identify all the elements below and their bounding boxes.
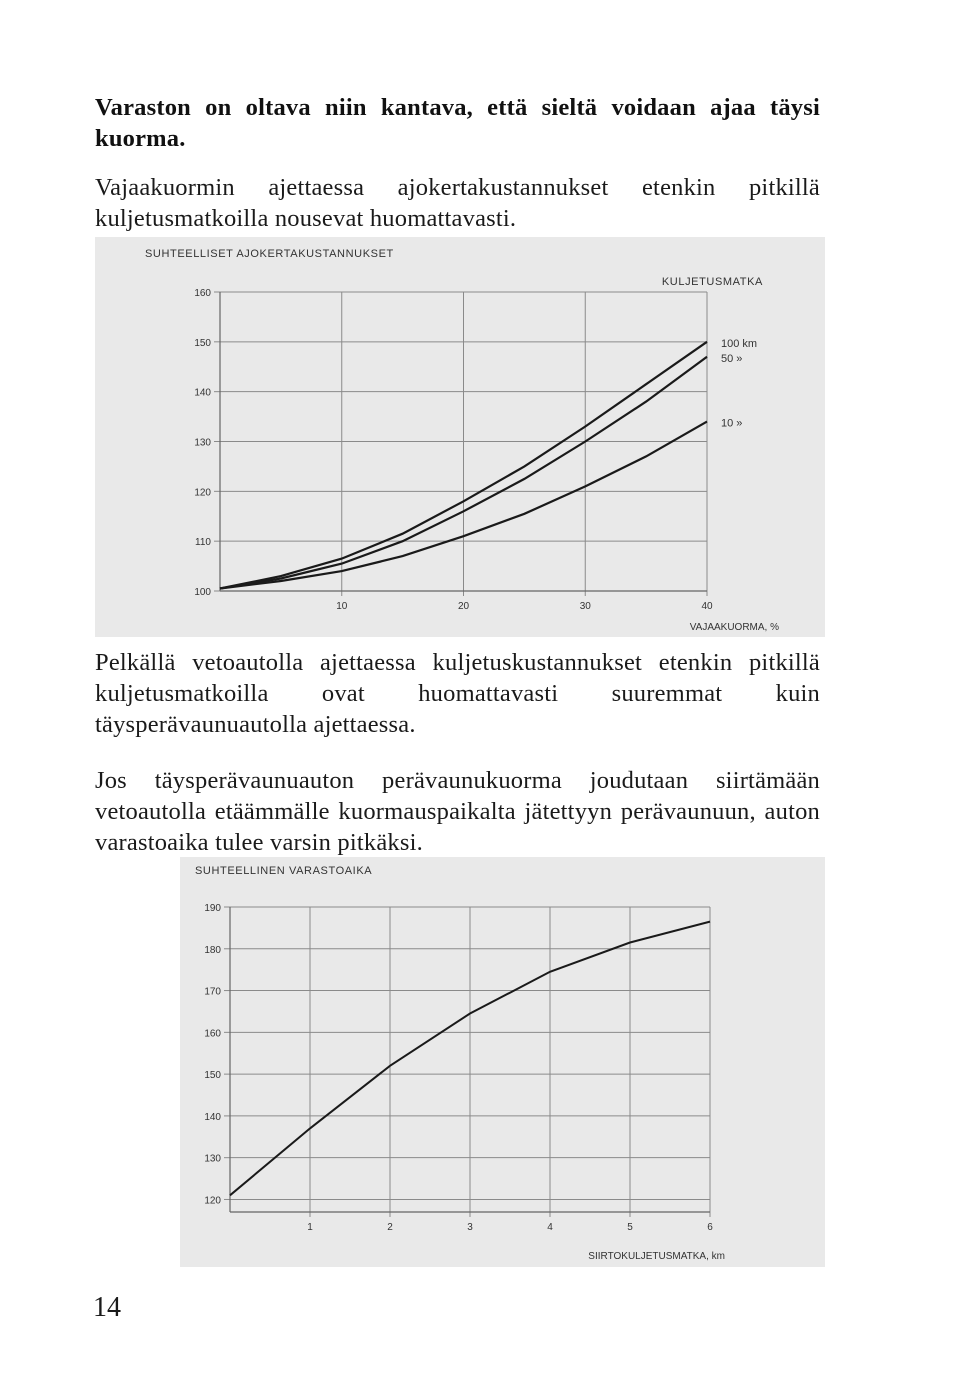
x-tick-label: 6 [707, 1222, 713, 1233]
y-tick-label: 140 [204, 1111, 221, 1123]
page-number: 14 [93, 1292, 121, 1323]
x-tick-label: 1 [307, 1222, 313, 1233]
paragraph-1: Varaston on oltava niin kantava, että sieltä voidaan ajaa täysi kuorma. [95, 94, 820, 152]
paragraph-2: Vajaakuormin ajettaessa ajokertakustannukset etenkin pitkillä kuljetusmatkoilla nousevat huomattavasti. [95, 174, 820, 232]
y-tick-label: 120 [204, 1195, 221, 1207]
x-axis-label: SIIRTOKULJETUSMATKA, km [588, 1251, 725, 1262]
y-tick-label: 140 [194, 387, 211, 399]
y-tick-label: 130 [204, 1153, 221, 1165]
y-tick-label: 190 [204, 903, 221, 914]
chart-varastoaika [180, 857, 825, 1267]
legend-title: KULJETUSMATKA [661, 276, 763, 288]
y-tick-label: 160 [194, 288, 211, 299]
x-tick-label: 40 [701, 601, 713, 612]
y-tick-label: 150 [204, 1070, 221, 1082]
y-tick-label: 100 [194, 587, 211, 598]
x-tick-label: 20 [457, 601, 470, 612]
y-tick-label: 120 [194, 487, 211, 499]
figure-varastoaika [180, 857, 825, 1267]
figure-ajokertakustannukset [95, 237, 825, 637]
y-tick-label: 180 [204, 944, 221, 956]
x-tick-label: 3 [467, 1222, 473, 1233]
paragraph-4: Jos täysperävaunuauton perävaunukuorma joudutaan siirtämään vetoautolla etäämmälle kuormauspaikalta jätettyyn perävaunuun, auton varastoaika tulee varsin pitkäksi. [95, 767, 820, 856]
y-tick-label: 130 [194, 437, 211, 449]
y-tick-label: 160 [204, 1028, 221, 1040]
legend-label-3: 10 » [721, 417, 743, 430]
legend-label-1: 100 km [721, 337, 758, 350]
y-tick-label: 170 [204, 986, 221, 998]
x-tick-label: 5 [627, 1222, 633, 1233]
chart-title: SUHTEELLISET AJOKERTAKUSTANNUKSET [145, 248, 394, 260]
chart-title: SUHTEELLINEN VARASTOAIKA [195, 865, 373, 877]
y-tick-label: 150 [194, 337, 211, 349]
paragraph-3: Pelkällä vetoautolla ajettaessa kuljetuskustannukset etenkin pitkillä kuljetusmatkoilla ovat huomattavasti suuremmat kuin täysperävaunuautolla ajettaessa. [95, 649, 820, 738]
chart-ajokertakustannukset [95, 237, 825, 637]
legend-label-2: 50 » [721, 352, 743, 365]
x-tick-label: 4 [547, 1222, 553, 1233]
y-tick-label: 110 [195, 537, 211, 549]
x-tick-label: 30 [579, 601, 591, 612]
x-axis-label: VAJAAKUORMA, % [689, 622, 779, 633]
x-tick-label: 2 [387, 1222, 393, 1233]
x-tick-label: 10 [336, 601, 348, 612]
